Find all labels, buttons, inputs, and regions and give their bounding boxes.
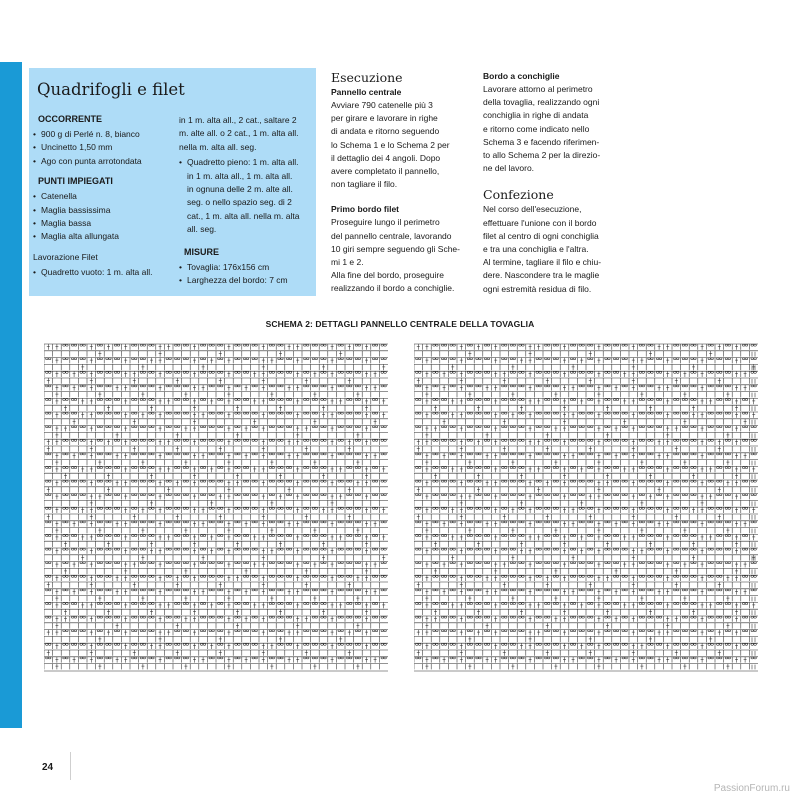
bordo-confezione-column <box>483 70 623 296</box>
list-item: • Maglia bassissima <box>33 204 181 217</box>
crochet-chart-right <box>414 343 758 673</box>
list-item: • Catenella <box>33 190 181 203</box>
list-item: • Quadretto vuoto: 1 m. alta all. <box>33 266 181 279</box>
bordo-conchiglie-heading: Bordo a conchiglie <box>483 71 560 81</box>
crochet-chart-left <box>44 343 388 673</box>
lavorazione-list <box>33 266 181 279</box>
lavorazione-continued-text: in 1 m. alta all., 2 cat., saltare 2 m. alte all. o 2 cat., 1 m. alta all. nella m. alta all. seg. <box>179 115 299 152</box>
misure-heading: MISURE <box>184 246 220 257</box>
bordo-conchiglie-text: Lavorare attorno al perimetro della tovaglia, realizzando ogni conchiglia in righe di andata e ritorno come indicato nello Schema 3 e facendo riferimen- to allo Schema 2 per la direzio- ne del lavoro. <box>483 84 601 174</box>
info-box-right-column <box>179 114 313 295</box>
article-title: Quadrifogli e filet <box>37 80 185 99</box>
punti-heading: PUNTI IMPIEGATI <box>38 176 113 187</box>
list-item: • Tovaglia: 176x156 cm <box>179 261 313 274</box>
page-number: 24 <box>42 762 54 773</box>
confezione-heading: Confezione <box>483 187 554 203</box>
punti-list <box>33 190 181 244</box>
misure-list <box>179 261 313 288</box>
occorrente-heading: OCCORRENTE <box>38 114 103 124</box>
materials-info-box <box>29 68 316 296</box>
pannello-text: Avviare 790 catenelle più 3 per girare e lavorare in righe di andata e ritorno seguendo lo Schema 1 e lo Schema 2 per il dettaglio dei 4 angoli. Dopo avere completato il pannello, non tagliare il filo. <box>331 100 450 190</box>
info-box-left-column <box>33 114 181 287</box>
primo-bordo-heading: Primo bordo filet <box>331 204 399 215</box>
schema-title: SCHEMA 2: DETTAGLI PANNELLO CENTRALE DELLA TOVAGLIA <box>265 319 535 329</box>
accent-side-bar <box>0 62 22 728</box>
confezione-text: Nel corso dell'esecuzione, effettuare l'unione con il bordo filet al centro di ogni conchiglia e tra una conchiglia e l'altra. Al termine, tagliare il filo e chiu- dere. Nascondere tra le maglie ogni estremità residua di filo. <box>483 204 602 294</box>
pannello-heading: Pannello centrale <box>331 87 402 97</box>
occorrente-list <box>33 128 181 168</box>
list-item: • Uncinetto 1,50 mm <box>33 141 181 154</box>
list-item: • Quadretto pieno: 1 m. alta all. in 1 m. alta all., 1 m. alta all. in ognuna delle 2 m. alte all. seg. o nello spazio seg. di 2 cat., 1 m. alta all. nella m. alta all. seg. <box>179 156 313 236</box>
lavorazione-heading: Lavorazione Filet <box>33 251 98 262</box>
list-item: • Ago con punta arrotondata <box>33 155 181 168</box>
watermark: PassionForum.ru <box>713 783 790 794</box>
list-item: • Maglia alta allungata <box>33 230 181 243</box>
esecuzione-column <box>331 70 471 296</box>
primo-bordo-text: Proseguire lungo il perimetro del pannello centrale, lavorando 10 giri sempre seguendo gli Sche- mi 1 e 2. Alla fine del bordo, proseguire realizzando il bordo a conchiglie. <box>331 217 460 294</box>
esecuzione-heading: Esecuzione <box>331 70 403 85</box>
footer-divider <box>70 752 71 780</box>
list-item: • Larghezza del bordo: 7 cm <box>179 274 313 287</box>
list-item: • 900 g di Perlé n. 8, bianco <box>33 128 181 141</box>
list-item: • Maglia bassa <box>33 217 181 230</box>
